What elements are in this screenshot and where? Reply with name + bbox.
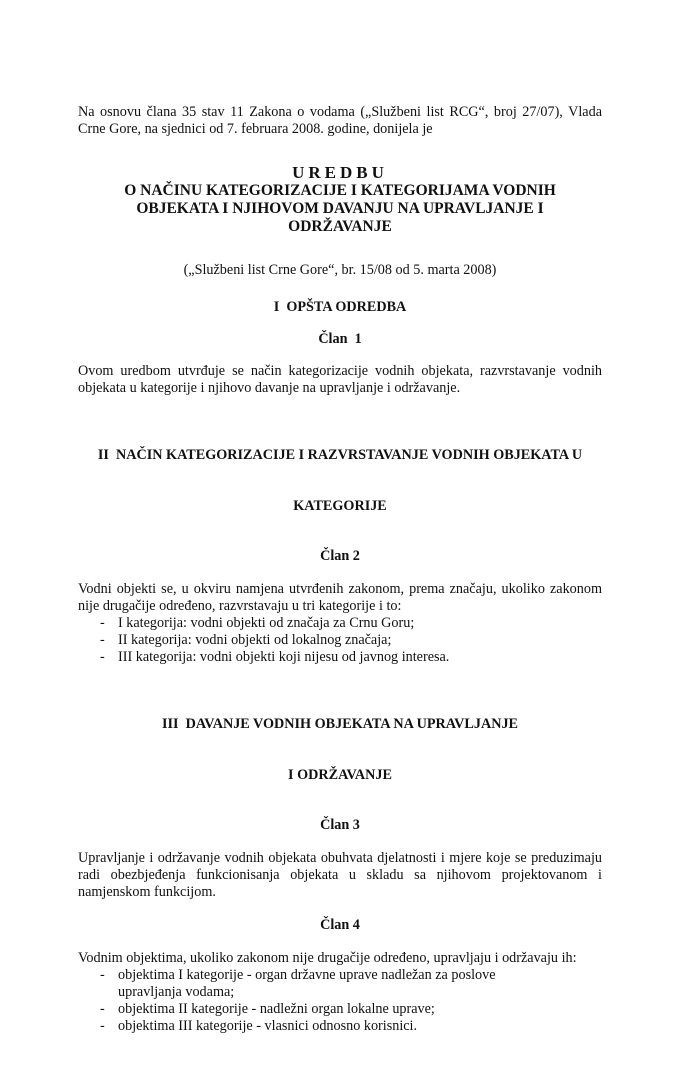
heading-line: KATEGORIJE [293, 498, 387, 514]
article-2-heading: Član 2 [320, 548, 360, 564]
heading-line: III DAVANJE VODNIH OBJEKATA NA UPRAVLJANJE [161, 716, 519, 732]
document-title: UREDBU [292, 163, 388, 182]
heading-line: I ODRŽAVANJE [288, 767, 392, 783]
section-heading-1: I OPŠTA ODREDBA [273, 299, 407, 315]
article-3-heading: Član 3 [320, 817, 360, 833]
article-2 [78, 581, 602, 666]
article-1-heading: Član 1 [318, 331, 362, 347]
list-item [78, 1018, 562, 1035]
article-4-text: Vodnim objektima, ukoliko zakonom nije drugačije određeno, upravljaju i održavaju ih: [78, 950, 577, 966]
section-heading-2 [78, 413, 602, 532]
list-item-text: objektima I kategorije - organ državne uprave nadležan za poslove upravljanja vodama; [118, 967, 496, 1000]
category-list [78, 615, 602, 666]
subtitle-line: OBJEKATA I NJIHOVOM DAVANJU NA UPRAVLJANJE I [136, 200, 544, 217]
manager-list [78, 967, 602, 1035]
dash: - [100, 615, 105, 631]
article-4-heading: Član 4 [320, 917, 360, 933]
article-2-text: Vodni objekti se, u okviru namjena utvrđenih zakonom, prema značaju, ukoliko zakonom nije drugačije određeno, razvrstavaju u tri kategorije i to: [78, 581, 602, 614]
article-4 [78, 950, 602, 1035]
subtitle-line: O NAČINU KATEGORIZACIJE I KATEGORIJAMA VODNIH [124, 182, 556, 199]
list-item-text: III kategorija: vodni objekti koji nijesu od javnog interesa. [118, 649, 450, 665]
list-item [78, 649, 602, 666]
list-item-text: objektima III kategorije - vlasnici odnosno korisnici. [118, 1018, 418, 1034]
list-item [78, 1001, 562, 1018]
subtitle-line: ODRŽAVANJE [288, 218, 392, 235]
article-1-text: Ovom uredbom utvrđuje se način kategorizacije vodnih objekata, razvrstavanje vodnih objekata u kategorije i njihovo davanje na upravljanje i održavanje. [78, 363, 602, 396]
citation: („Službeni list Crne Gore“, br. 15/08 od 5. marta 2008) [183, 262, 497, 278]
preamble: Na osnovu člana 35 stav 11 Zakona o vodama („Službeni list RCG“, broj 27/07), Vlada Crne Gore, na sjednici od 7. februara 2008. godine, donijela je [78, 104, 602, 137]
section-heading-3 [78, 682, 602, 801]
dash: - [100, 632, 105, 648]
list-item [78, 615, 602, 632]
document-subtitle [78, 182, 602, 236]
dash: - [100, 1001, 105, 1017]
dash: - [100, 967, 105, 983]
list-item [78, 632, 602, 649]
list-item-text: I kategorija: vodni objekti od značaja za Crnu Goru; [118, 615, 415, 631]
list-item [78, 967, 562, 1001]
list-item-text: objektima II kategorije - nadležni organ lokalne uprave; [118, 1001, 435, 1017]
list-item-text: II kategorija: vodni objekti od lokalnog značaja; [118, 632, 392, 648]
dash: - [100, 1018, 105, 1034]
dash: - [100, 649, 105, 665]
heading-line: II NAČIN KATEGORIZACIJE I RAZVRSTAVANJE VODNIH OBJEKATA U [97, 447, 583, 463]
article-3-text: Upravljanje i održavanje vodnih objekata obuhvata djelatnosti i mjere koje se preduzimaju radi obezbjeđenja funkcionisanja objekata u skladu sa njihovom projektovanom i namjenskom funkcijom. [78, 850, 602, 900]
